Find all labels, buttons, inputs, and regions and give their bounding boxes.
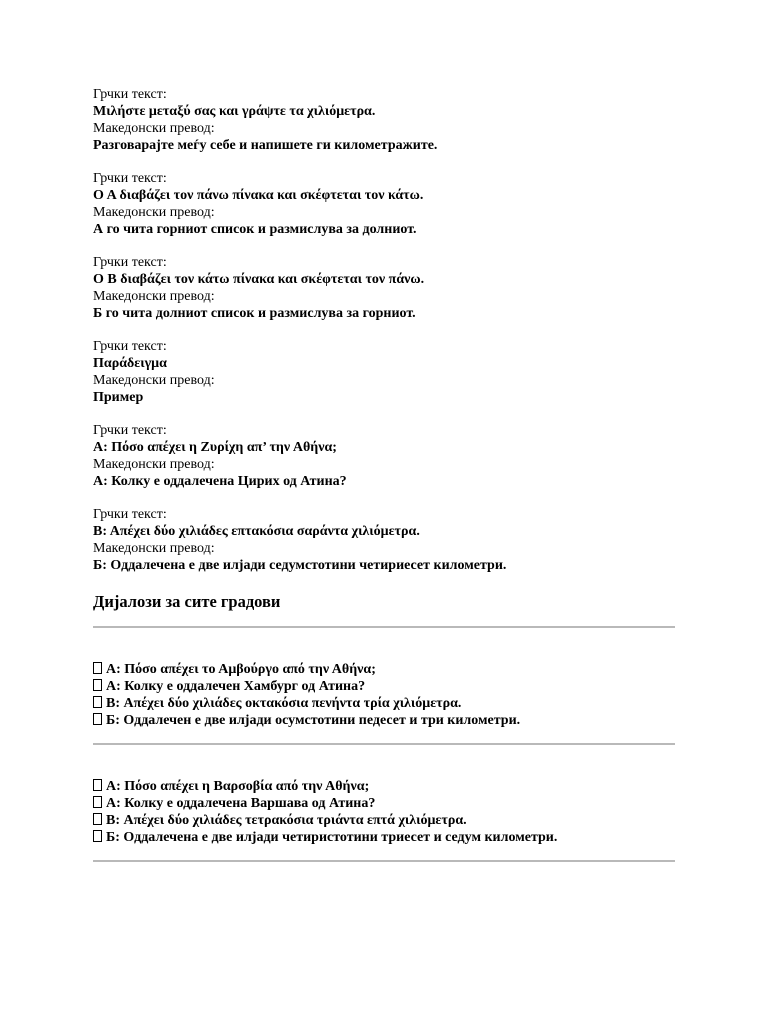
checkbox-glyph-icon: [93, 796, 102, 808]
checkbox-glyph-icon: [93, 662, 102, 674]
macedonian-translation-label: Македонски превод:: [93, 121, 215, 136]
greek-text-label: Грчки текст:: [93, 171, 167, 186]
dialog-line: [93, 661, 675, 678]
translation-pair: [93, 422, 675, 490]
translation-pair: [93, 338, 675, 406]
dialog-block: [93, 778, 675, 846]
greek-text-label: Грчки текст:: [93, 507, 167, 522]
dialog-line: [93, 829, 675, 846]
document-page: [93, 86, 675, 862]
dialog-line: [93, 678, 675, 695]
translation-pair: [93, 170, 675, 238]
macedonian-translation: Пример: [93, 390, 144, 405]
dialog-line-text: А: Колку е оддалечена Варшава од Атина?: [106, 796, 376, 811]
dialog-line-text: В: Απέχει δύο χιλιάδες τετρακόσια τριάντα επτά χιλιόμετρα.: [106, 813, 467, 828]
divider: [93, 860, 675, 862]
dialog-line-text: А: Колку е оддалечен Хамбург од Атина?: [106, 679, 366, 694]
macedonian-translation-label: Македонски превод:: [93, 289, 215, 304]
macedonian-translation-label: Македонски превод:: [93, 205, 215, 220]
macedonian-translation: Б го чита долниот список и размислува за горниот.: [93, 306, 416, 321]
macedonian-translation: Б: Оддалечена е две илјади седумстотини четириесет километри.: [93, 558, 507, 573]
greek-text-label: Грчки текст:: [93, 423, 167, 438]
greek-text-label: Грчки текст:: [93, 255, 167, 270]
greek-text: Ο Α διαβάζει τον πάνω πίνακα και σκέφτεται τον κάτω.: [93, 188, 424, 203]
section-heading: Дијалози за сите градови: [93, 592, 281, 611]
checkbox-glyph-icon: [93, 679, 102, 691]
macedonian-translation: А го чита горниот список и размислува за долниот.: [93, 222, 417, 237]
macedonian-translation-label: Македонски превод:: [93, 373, 215, 388]
checkbox-glyph-icon: [93, 813, 102, 825]
macedonian-translation-label: Македонски превод:: [93, 457, 215, 472]
checkbox-glyph-icon: [93, 779, 102, 791]
dialog-line-text: Б: Оддалечен е две илјади осумстотини педесет и три километри.: [106, 713, 521, 728]
dialog-line-text: Б: Оддалечена е две илјади четиристотини триесет и седум километри.: [106, 830, 558, 845]
checkbox-glyph-icon: [93, 830, 102, 842]
divider: [93, 743, 675, 745]
dialog-line: [93, 795, 675, 812]
translation-pair: [93, 86, 675, 154]
greek-text: Παράδειγμα: [93, 356, 167, 371]
translation-pair: [93, 254, 675, 322]
dialog-line: [93, 778, 675, 795]
checkbox-glyph-icon: [93, 713, 102, 725]
greek-text: Α: Πόσο απέχει η Ζυρίχη απ’ την Αθήνα;: [93, 440, 337, 455]
dialog-block: [93, 661, 675, 729]
dialog-line-text: В: Απέχει δύο χιλιάδες οκτακόσια πενήντα τρία χιλιόμετρα.: [106, 696, 462, 711]
divider: [93, 626, 675, 628]
macedonian-translation-label: Македонски превод:: [93, 541, 215, 556]
greek-text: Μιλήστε μεταξύ σας και γράψτε τα χιλιόμετρα.: [93, 104, 376, 119]
macedonian-translation: А: Колку е оддалечена Цирих од Атина?: [93, 474, 347, 489]
macedonian-translation: Разговарајте меѓу себе и напишете ги километражите.: [93, 138, 438, 153]
dialog-line-text: А: Πόσο απέχει το Αμβούργο από την Αθήνα;: [106, 662, 376, 677]
greek-text: Ο Β διαβάζει τον κάτω πίνακα και σκέφτεται τον πάνω.: [93, 272, 425, 287]
checkbox-glyph-icon: [93, 696, 102, 708]
dialog-line: [93, 812, 675, 829]
greek-text: Β: Απέχει δύο χιλιάδες επτακόσια σαράντα χιλιόμετρα.: [93, 524, 420, 539]
greek-text-label: Грчки текст:: [93, 87, 167, 102]
translation-pair: [93, 506, 675, 574]
greek-text-label: Грчки текст:: [93, 339, 167, 354]
dialog-line: [93, 712, 675, 729]
dialog-line: [93, 695, 675, 712]
dialog-line-text: А: Πόσο απέχει η Βαρσοβία από την Αθήνα;: [106, 779, 370, 794]
